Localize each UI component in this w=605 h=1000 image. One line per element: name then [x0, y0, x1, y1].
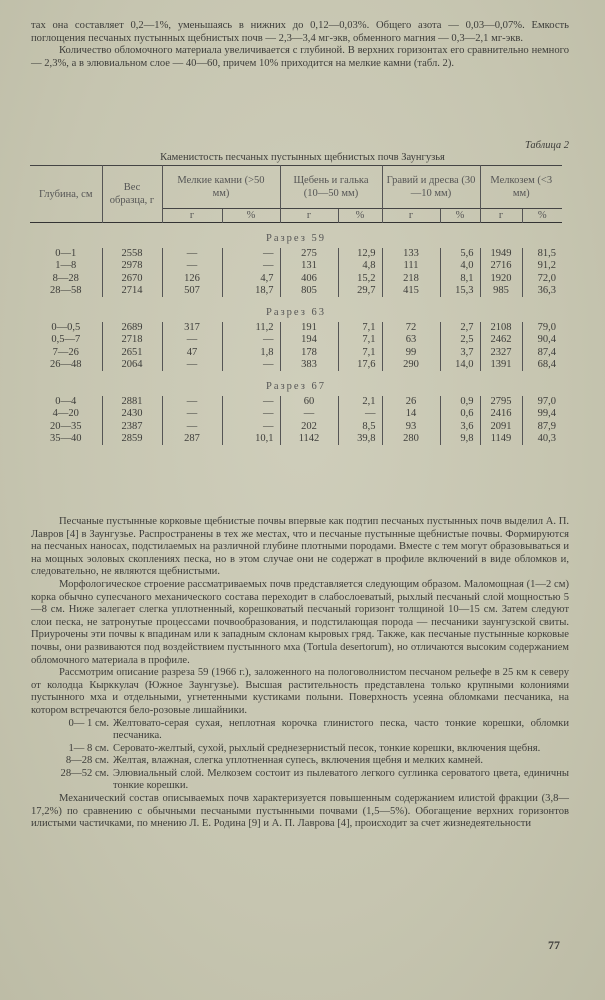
table-cell: 133: [382, 248, 440, 260]
table-cell: 2,5: [440, 334, 480, 346]
section-row: [30, 297, 562, 322]
table-cell: 20—35: [50, 420, 82, 432]
table-row: [30, 248, 562, 260]
table-cell: 126: [162, 273, 222, 285]
subheader-pct: %: [338, 209, 382, 223]
header-weight: Вес образца, г: [102, 166, 162, 223]
profile-horizon: [31, 755, 569, 768]
horizon-depth: 1— 8 см.: [68, 742, 109, 754]
table-cell: 111: [382, 260, 440, 272]
table-row: [30, 396, 562, 408]
table-number: Таблица 2: [524, 140, 569, 151]
table-cell: 985: [480, 285, 522, 297]
table-cell: 191: [280, 322, 338, 334]
table-cell: 12,9: [338, 248, 382, 260]
table-cell: —: [280, 408, 338, 420]
table-cell: 1142: [280, 433, 338, 445]
horizon-depth: 28—52 см.: [60, 767, 109, 779]
table-cell: 2,7: [440, 322, 480, 334]
table-cell: 2670: [102, 273, 162, 285]
paragraph: Морфологическое строение рассматриваемых почв представляется следующим образом. Маломощная (1—2 см) корка обычно супесчаного механического состава переходит в слабослоеватый, рыхлый песчаный слой мощностью 5—8 см. Ниже залегает слегка уплотненный, корешковатый песчаный горизонт толщиной 10—15 см. Затем следуют слои песка, не затронутые процессами почвообразования, и подстилающая порода — песчаники заунгузской свиты. Приурочены эти почвы к впадинам или к западным склонам кыровых гряд. Также, как песчаные пустынные корковые почвы, они развиваются под воздействием пустынного мха (Tortula desertorum), но отличаются высоким содержанием обломочного материала в профиле.: [31, 578, 569, 666]
table-cell: 26—48: [50, 358, 82, 370]
table-cell: 2558: [102, 248, 162, 260]
table-cell: 39,8: [338, 433, 382, 445]
table-cell: 3,7: [440, 347, 480, 359]
table-cell: 8,1: [440, 273, 480, 285]
subheader-pct: %: [222, 209, 280, 223]
table-cell: 97,0: [522, 396, 562, 408]
table-cell: 805: [280, 285, 338, 297]
header-rubble: Щебень и галька (10—50 мм): [280, 166, 382, 209]
table-cell: 280: [382, 433, 440, 445]
table-cell: 36,3: [522, 285, 562, 297]
header-depth: Глубина, см: [39, 188, 93, 200]
table-row: [30, 273, 562, 285]
horizon-text: Элювиальный слой. Мелкозем состоит из пылеватого легкого суглинка сероватого цвета, единичны тонкие корешки.: [113, 767, 569, 792]
subheader-pct: %: [440, 209, 480, 223]
header-stones: Мелкие камни (>50 мм): [162, 166, 280, 209]
table-cell: 81,5: [522, 248, 562, 260]
table-cell: 1949: [480, 248, 522, 260]
table-cell: 7,1: [338, 334, 382, 346]
table-cell: 8,5: [338, 421, 382, 433]
table-cell: 383: [280, 359, 338, 371]
body-text: [31, 516, 569, 831]
table-cell: 18,7: [222, 285, 280, 297]
table-row: [30, 347, 562, 359]
table-cell: 178: [280, 347, 338, 359]
table-cell: —: [222, 396, 280, 408]
table-cell: 0,9: [440, 396, 480, 408]
table-cell: 7,1: [338, 322, 382, 334]
table-cell: 60: [280, 396, 338, 408]
table-row: [30, 359, 562, 371]
table-cell: 2108: [480, 322, 522, 334]
table-cell: 2718: [102, 334, 162, 346]
table-cell: 4—20: [52, 408, 79, 420]
top-text: [31, 20, 569, 70]
table-cell: —: [162, 248, 222, 260]
table-cell: 2978: [102, 260, 162, 272]
header-fine: Мелкозем (<3 мм): [480, 166, 562, 209]
table-row: [30, 334, 562, 346]
table-cell: 275: [280, 248, 338, 260]
table-header: [30, 166, 562, 223]
table-row: [30, 285, 562, 297]
table-cell: 317: [162, 322, 222, 334]
section-title: Разрез 59: [266, 233, 326, 244]
table-cell: —: [222, 260, 280, 272]
table-cell: 2714: [102, 285, 162, 297]
subheader-g: г: [382, 209, 440, 223]
table-cell: 202: [280, 421, 338, 433]
table-cell: 79,0: [522, 322, 562, 334]
page-number: 77: [548, 938, 560, 952]
profile-horizon: [31, 743, 569, 756]
table-cell: 2689: [102, 322, 162, 334]
table-row: [30, 408, 562, 420]
profile-description: [31, 718, 569, 794]
table-cell: —: [162, 260, 222, 272]
subheader-g: г: [480, 209, 522, 223]
table-row: [30, 433, 562, 445]
table-cell: 14: [382, 408, 440, 420]
table-cell: 15,3: [440, 285, 480, 297]
table-cell: 1920: [480, 273, 522, 285]
paragraph: Рассмотрим описание разреза 59 (1966 г.), заложенного на пологоволнистом песчаном рельефе в 25 км к северу от колодца Кырккулач (Южное Заунгузье). Высшая растительность представлена только крупными колониями пустынного мха и отдельными, угнетенными кустиками полыни. Поверхность усеяна обломками песчаника, на котором встречаются бело-розовые лишайники.: [31, 667, 569, 716]
table-cell: 72,0: [522, 273, 562, 285]
table-cell: 8—28: [52, 272, 79, 284]
table-cell: 2430: [102, 408, 162, 420]
table-cell: 99,4: [522, 408, 562, 420]
table-cell: 0—0,5: [51, 322, 81, 334]
paragraph: Количество обломочного материала увеличивается с глубиной. В верхних горизонтах его сравнительно немного — 2,3%, а в элювиальном слое — 40—60, причем 10% приходится на мелкие камни (табл. 2).: [31, 45, 569, 69]
table-row: [30, 421, 562, 433]
table-cell: 35—40: [50, 432, 82, 444]
paragraph: Механический состав описываемых почв характеризуется повышенным содержанием илистой фракции (3,8—17,2%) по сравнению с обычными песчаными пустынными почвами (1,5—5%). Обогащение верхних горизонтов илистыми частичками, по мнению Л. Е. Родина [9] и А. П. Лаврова [4], происходит за счет жизнедеятельности: [31, 793, 569, 830]
table-cell: 415: [382, 285, 440, 297]
table-cell: 290: [382, 359, 440, 371]
table-cell: —: [338, 408, 382, 420]
table-cell: —: [222, 359, 280, 371]
table-body: [30, 223, 562, 446]
table-cell: 2327: [480, 347, 522, 359]
table-cell: —: [162, 359, 222, 371]
table-cell: 1—8: [55, 260, 77, 272]
table-cell: 14,0: [440, 359, 480, 371]
horizon-text: Желтая, влажная, слегка уплотненная супесь, включения щебня и мелких камней.: [113, 755, 484, 767]
table-cell: 93: [382, 421, 440, 433]
table-cell: —: [222, 248, 280, 260]
subheader-g: г: [162, 209, 222, 223]
paragraph: тах она составляет 0,2—1%, уменьшаясь в нижних до 0,12—0,03%. Общего азота — 0,03—0,07%. Емкость поглощения песчаных пустынных щебнистых почв — 2,3—3,4 мг-экв, обменного магния — 0,3—2,1 мг-экв.: [31, 20, 569, 44]
subheader-g: г: [280, 209, 338, 223]
table-cell: 1149: [480, 433, 522, 445]
section-row: [30, 371, 562, 396]
table-cell: 91,2: [522, 260, 562, 272]
horizon-text: Желтовато-серая сухая, неплотная корочка глинистого песка, часто тонкие корешки, обломки песчаника.: [113, 717, 569, 742]
table-row: [30, 260, 562, 272]
table-cell: 72: [382, 322, 440, 334]
table-cell: 29,7: [338, 285, 382, 297]
table-cell: 40,3: [522, 433, 562, 445]
table-cell: 194: [280, 334, 338, 346]
table-cell: 99: [382, 347, 440, 359]
header-gravel: Гравий и дресва (30—10 мм): [382, 166, 480, 209]
section-title: Разрез 67: [266, 381, 326, 393]
table-cell: 47: [162, 347, 222, 359]
table-cell: 2387: [102, 421, 162, 433]
table-cell: 2462: [480, 334, 522, 346]
table-cell: 7,1: [338, 347, 382, 359]
table-cell: 2416: [480, 408, 522, 420]
table-cell: 1391: [480, 359, 522, 371]
horizon-depth: 8—28 см.: [65, 755, 109, 767]
table-cell: 2716: [480, 260, 522, 272]
table-cell: —: [222, 334, 280, 346]
horizon-depth: 0— 1 см.: [68, 717, 109, 729]
table-cell: 5,6: [440, 248, 480, 260]
profile-horizon: [31, 718, 569, 743]
table-cell: 2859: [102, 433, 162, 445]
table-cell: 17,6: [338, 359, 382, 371]
section-row: [30, 223, 562, 249]
table-cell: 1,8: [222, 347, 280, 359]
table-title: Каменистость песчаных пустынных щебнистых почв Заунгузья: [160, 152, 445, 163]
table-cell: 28—58: [50, 284, 82, 296]
table-cell: —: [162, 408, 222, 420]
table-cell: 2091: [480, 421, 522, 433]
table-cell: —: [162, 334, 222, 346]
table-cell: 4,7: [222, 273, 280, 285]
table-cell: 2064: [102, 359, 162, 371]
table-cell: —: [222, 421, 280, 433]
table-cell: 4,8: [338, 260, 382, 272]
table-cell: 2881: [102, 396, 162, 408]
table-cell: 10,1: [222, 433, 280, 445]
table-cell: 9,8: [440, 433, 480, 445]
profile-horizon: [31, 768, 569, 793]
table-cell: 87,4: [522, 347, 562, 359]
table-cell: 7—26: [52, 346, 79, 358]
table-cell: 2795: [480, 396, 522, 408]
table-cell: 0—4: [55, 396, 77, 408]
table-cell: 0—1: [55, 248, 77, 260]
table-cell: 11,2: [222, 322, 280, 334]
table-cell: 287: [162, 433, 222, 445]
section-title: Разрез 63: [266, 307, 326, 319]
paragraph: Песчаные пустынные корковые щебнистые почвы впервые как подтип песчаных пустынных почв выделил А. П. Лавров [4] в Заунгузье. Распространены в тех же местах, что и песчаные пустынные щебнистые почвы. Формируются на песчаных наносах, подстилаемых на различной глубине плотными породами. Вместе с тем могут образовываться и на мощных эоловых скоплениях песка, но в этом случае они не содержат в профиле включений в виде обломков и, следовательно, не являются щебнистыми.: [31, 516, 569, 578]
table-cell: 26: [382, 396, 440, 408]
table-cell: 218: [382, 273, 440, 285]
stoniness-table: [30, 165, 562, 445]
table-cell: 90,4: [522, 334, 562, 346]
table-cell: 2,1: [338, 396, 382, 408]
table-cell: 406: [280, 273, 338, 285]
horizon-text: Серовато-желтый, сухой, рыхлый среднезернистый песок, тонкие корешки, включения щебня.: [113, 742, 541, 754]
subheader-pct: %: [522, 209, 562, 223]
table-cell: —: [162, 396, 222, 408]
table-cell: 3,6: [440, 421, 480, 433]
table-cell: 2651: [102, 347, 162, 359]
table-cell: 507: [162, 285, 222, 297]
table-cell: —: [222, 408, 280, 420]
table-cell: —: [162, 421, 222, 433]
table-cell: 15,2: [338, 273, 382, 285]
table-cell: 63: [382, 334, 440, 346]
table-row: [30, 322, 562, 334]
table-cell: 0,5—7: [51, 334, 81, 346]
table-cell: 131: [280, 260, 338, 272]
table-cell: 87,9: [522, 421, 562, 433]
table-cell: 4,0: [440, 260, 480, 272]
table-cell: 0,6: [440, 408, 480, 420]
table-cell: 68,4: [522, 359, 562, 371]
